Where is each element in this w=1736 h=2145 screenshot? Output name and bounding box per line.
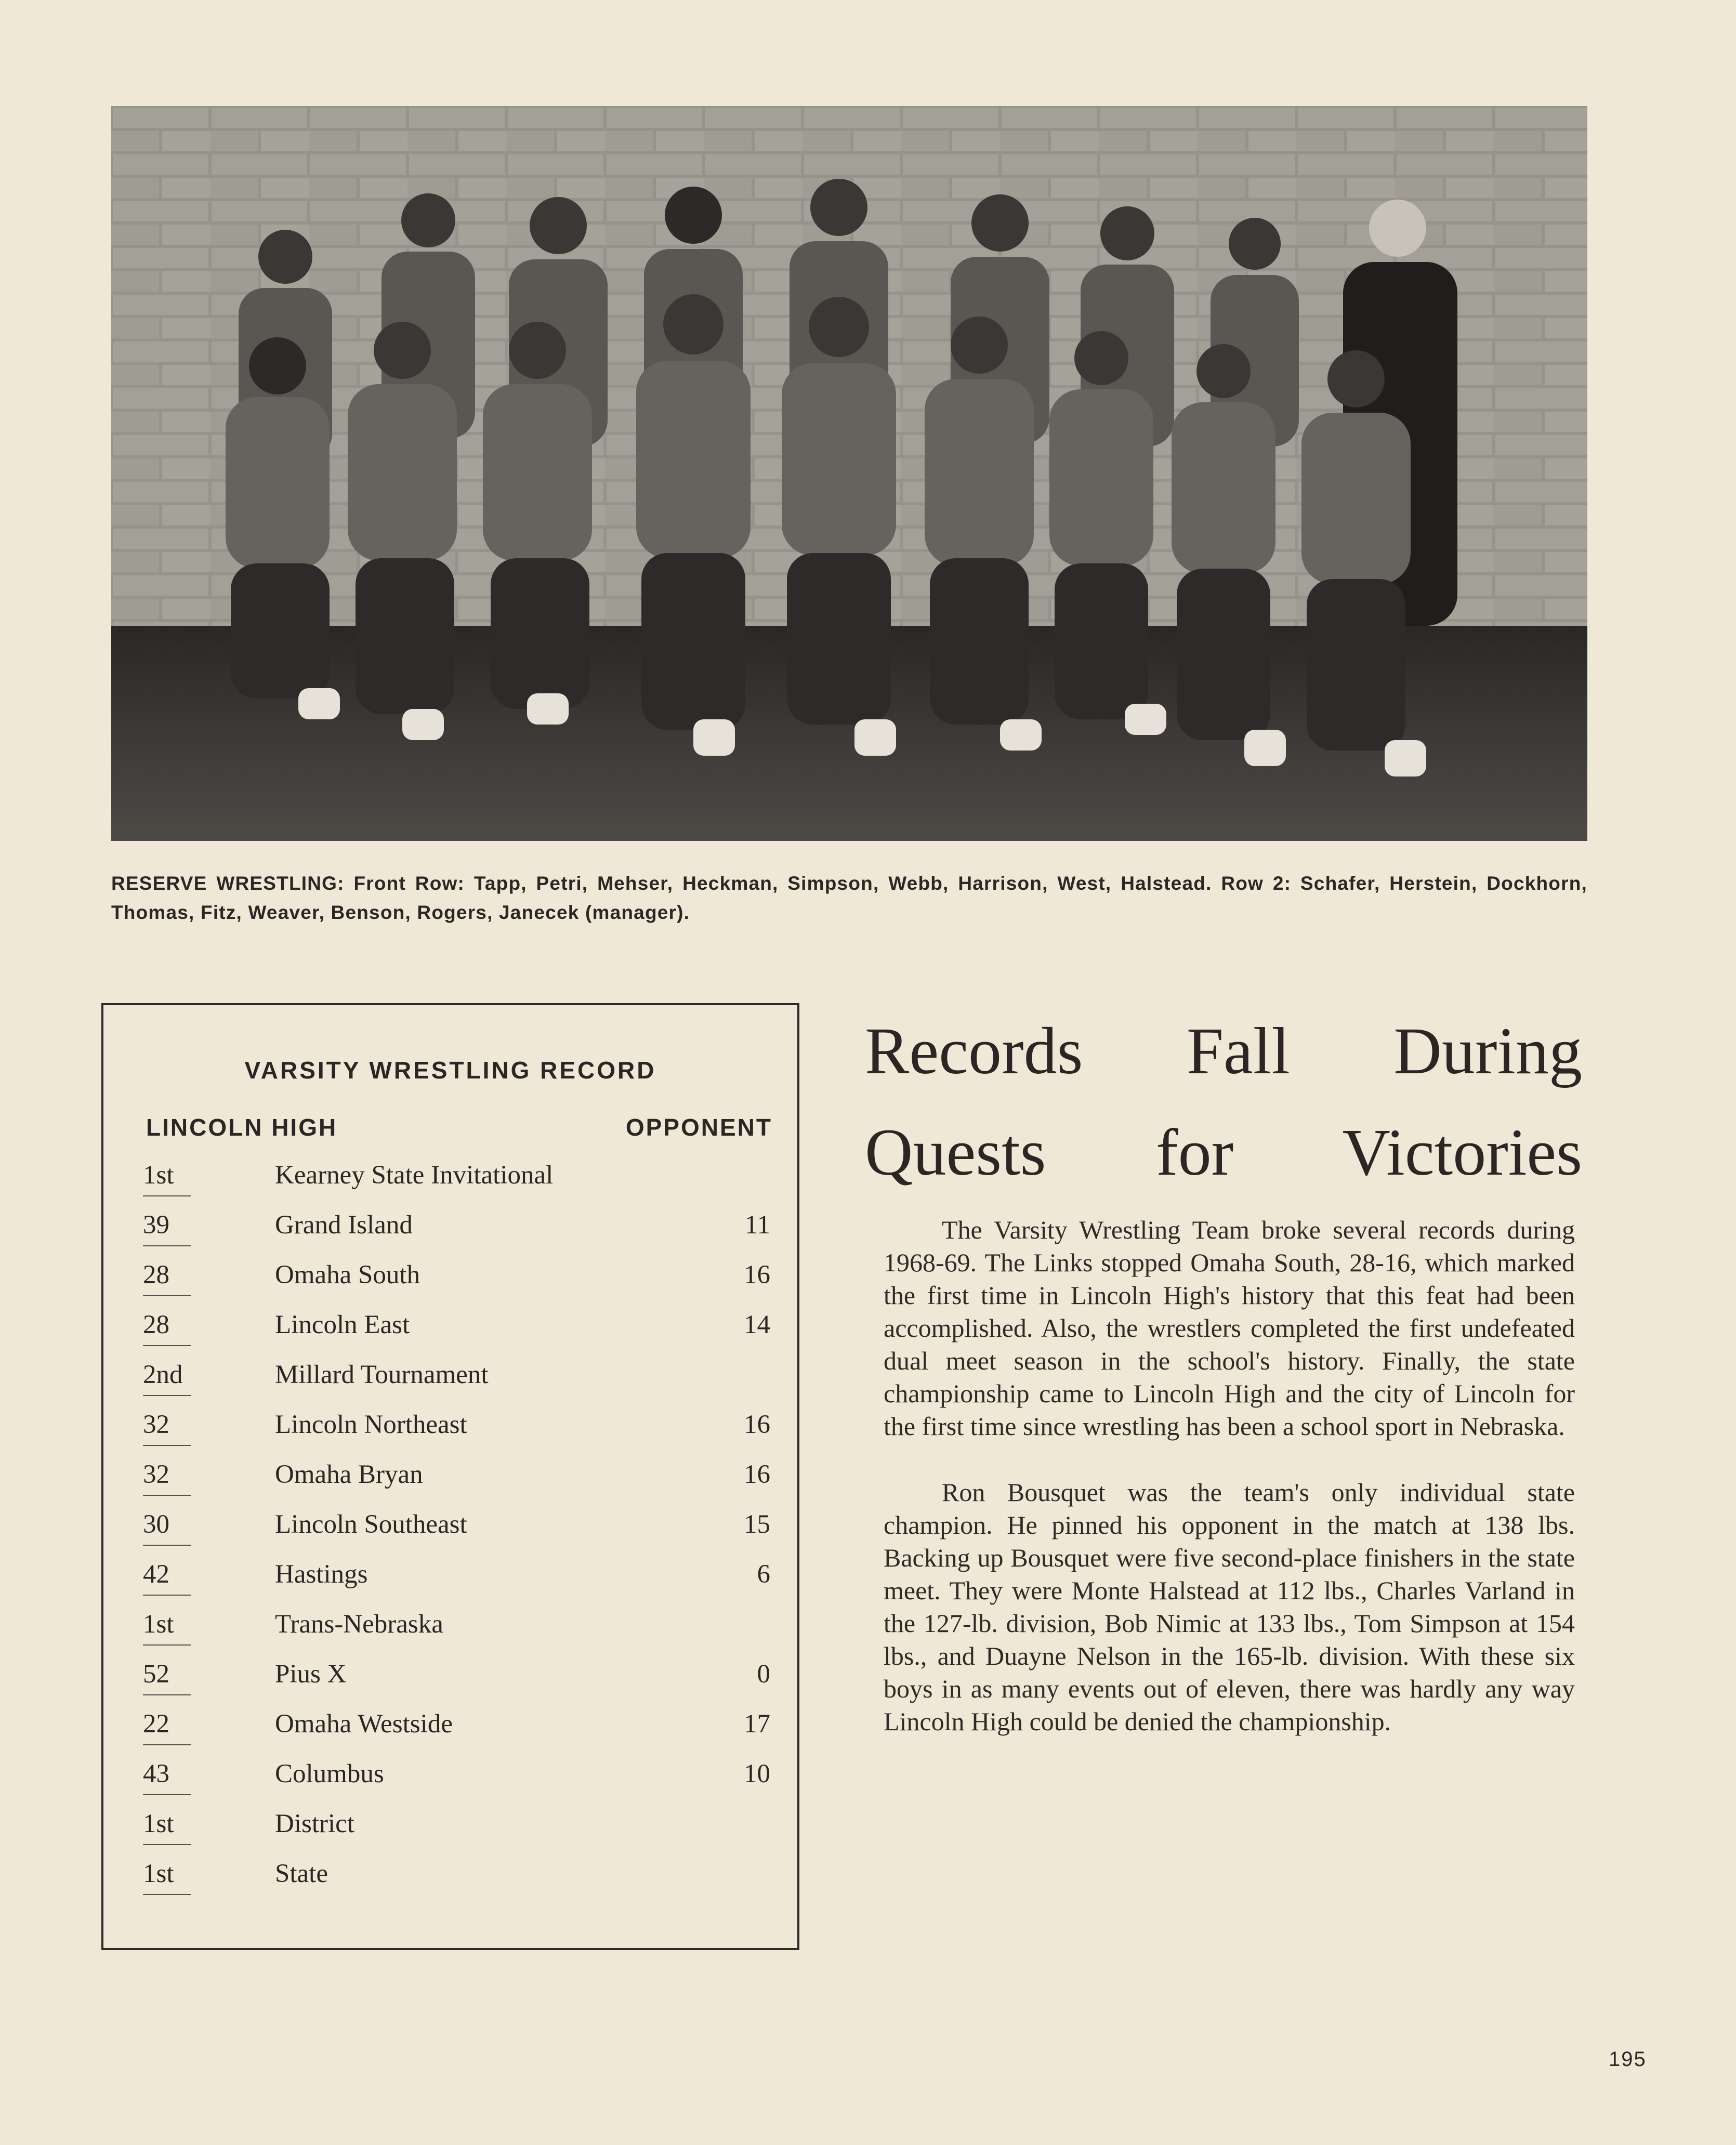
event-name: District: [275, 1809, 354, 1838]
team-photo-illustration: [111, 106, 1587, 841]
lincoln-score: 2nd: [143, 1360, 191, 1396]
lincoln-score: 42: [143, 1559, 191, 1596]
opponent-score: 17: [744, 1709, 770, 1739]
record-row: [103, 1755, 797, 1805]
record-row: [103, 1206, 797, 1256]
opponent-score: 16: [744, 1410, 770, 1439]
opponent-score: 16: [744, 1460, 770, 1489]
lincoln-score: 1st: [143, 1609, 191, 1646]
event-name: Omaha Westside: [275, 1709, 453, 1739]
article-headline: Records Fall During Quests for Victories: [865, 1014, 1582, 1189]
record-row: [103, 1405, 797, 1455]
record-row: [103, 1705, 797, 1755]
event-name: State: [275, 1859, 328, 1888]
event-name: Grand Island: [275, 1210, 413, 1240]
record-row: [103, 1805, 797, 1854]
event-name: Kearney State Invitational: [275, 1161, 554, 1190]
event-name: Omaha Bryan: [275, 1460, 423, 1489]
lincoln-score: 28: [143, 1260, 191, 1296]
event-name: Columbus: [275, 1759, 384, 1788]
lincoln-score: 39: [143, 1210, 191, 1246]
event-name: Pius X: [275, 1660, 347, 1689]
page-number: 195: [1609, 2048, 1647, 2071]
lincoln-score: 32: [143, 1459, 191, 1496]
record-row: [103, 1655, 797, 1705]
lincoln-score: 1st: [143, 1809, 191, 1845]
article-body: [884, 1214, 1575, 1771]
lincoln-score: 1st: [143, 1160, 191, 1196]
lincoln-score: 32: [143, 1410, 191, 1446]
lincoln-score: 43: [143, 1759, 191, 1795]
photo-caption: RESERVE WRESTLING: Front Row: Tapp, Petri, Mehser, Heckman, Simpson, Webb, Harrison, West, Halstead. Row 2: Schafer, Herstein, Dockhorn, Thomas, Fitz, Weaver, Benson, Rogers, Janecek (manager).: [111, 873, 1587, 923]
record-row: [103, 1256, 797, 1306]
event-name: Omaha South: [275, 1260, 420, 1289]
event-name: Lincoln East: [275, 1310, 410, 1339]
record-row: [103, 1455, 797, 1505]
record-row: [103, 1306, 797, 1356]
opponent-score: 15: [744, 1510, 770, 1539]
team-photo: [111, 106, 1587, 841]
event-name: Lincoln Northeast: [275, 1410, 467, 1439]
opponent-score: 14: [744, 1310, 770, 1339]
record-rows: [103, 1156, 797, 1904]
record-row: [103, 1356, 797, 1405]
opponent-score: 10: [744, 1759, 770, 1788]
lincoln-score: 30: [143, 1509, 191, 1546]
varsity-record-table: [101, 1003, 799, 1950]
lincoln-score: 1st: [143, 1859, 191, 1895]
event-name: Hastings: [275, 1560, 368, 1589]
record-row: [103, 1505, 797, 1555]
record-title: VARSITY WRESTLING RECORD: [244, 1057, 656, 1084]
opponent-score: 16: [744, 1260, 770, 1289]
column-header-lincoln-high: LINCOLN HIGH: [146, 1114, 338, 1141]
event-name: Trans-Nebraska: [275, 1610, 443, 1639]
record-row: [103, 1555, 797, 1605]
record-row: [103, 1605, 797, 1655]
event-name: Lincoln Southeast: [275, 1510, 467, 1539]
column-header-opponent: OPPONENT: [625, 1114, 772, 1141]
record-row: [103, 1854, 797, 1904]
lincoln-score: 52: [143, 1659, 191, 1695]
article-paragraph: The Varsity Wrestling Team broke several records during 1968-69. The Links stopped Omaha South, 28-16, which marked the first time in Lincoln High's history that this feat had been accomplished. Also, the wrestlers completed the first undefeated dual meet season in the school's history. Finally, the state championship came to Lincoln High and the city of Lincoln for the first time since wrestling has been a school sport in Nebraska.: [884, 1215, 1575, 1441]
article-paragraph: Ron Bousquet was the team's only individual state champion. He pinned his opponent in the match at 138 lbs. Backing up Bousquet were five second-place finishers in the state meet. They were Monte Halstead at 112 lbs., Charles Varland in the 127-lb. division, Bob Nimic at 133 lbs., Tom Simpson at 154 lbs., and Duayne Nelson in the 165-lb. division. With these six boys in as many events out of eleven, there was hardly any way Lincoln High could be denied the championship.: [884, 1478, 1575, 1736]
lincoln-score: 22: [143, 1709, 191, 1745]
opponent-score: 0: [757, 1660, 770, 1689]
opponent-score: 6: [757, 1560, 770, 1589]
opponent-score: 11: [744, 1210, 770, 1240]
record-row: [103, 1156, 797, 1206]
event-name: Millard Tournament: [275, 1360, 489, 1389]
lincoln-score: 28: [143, 1310, 191, 1346]
